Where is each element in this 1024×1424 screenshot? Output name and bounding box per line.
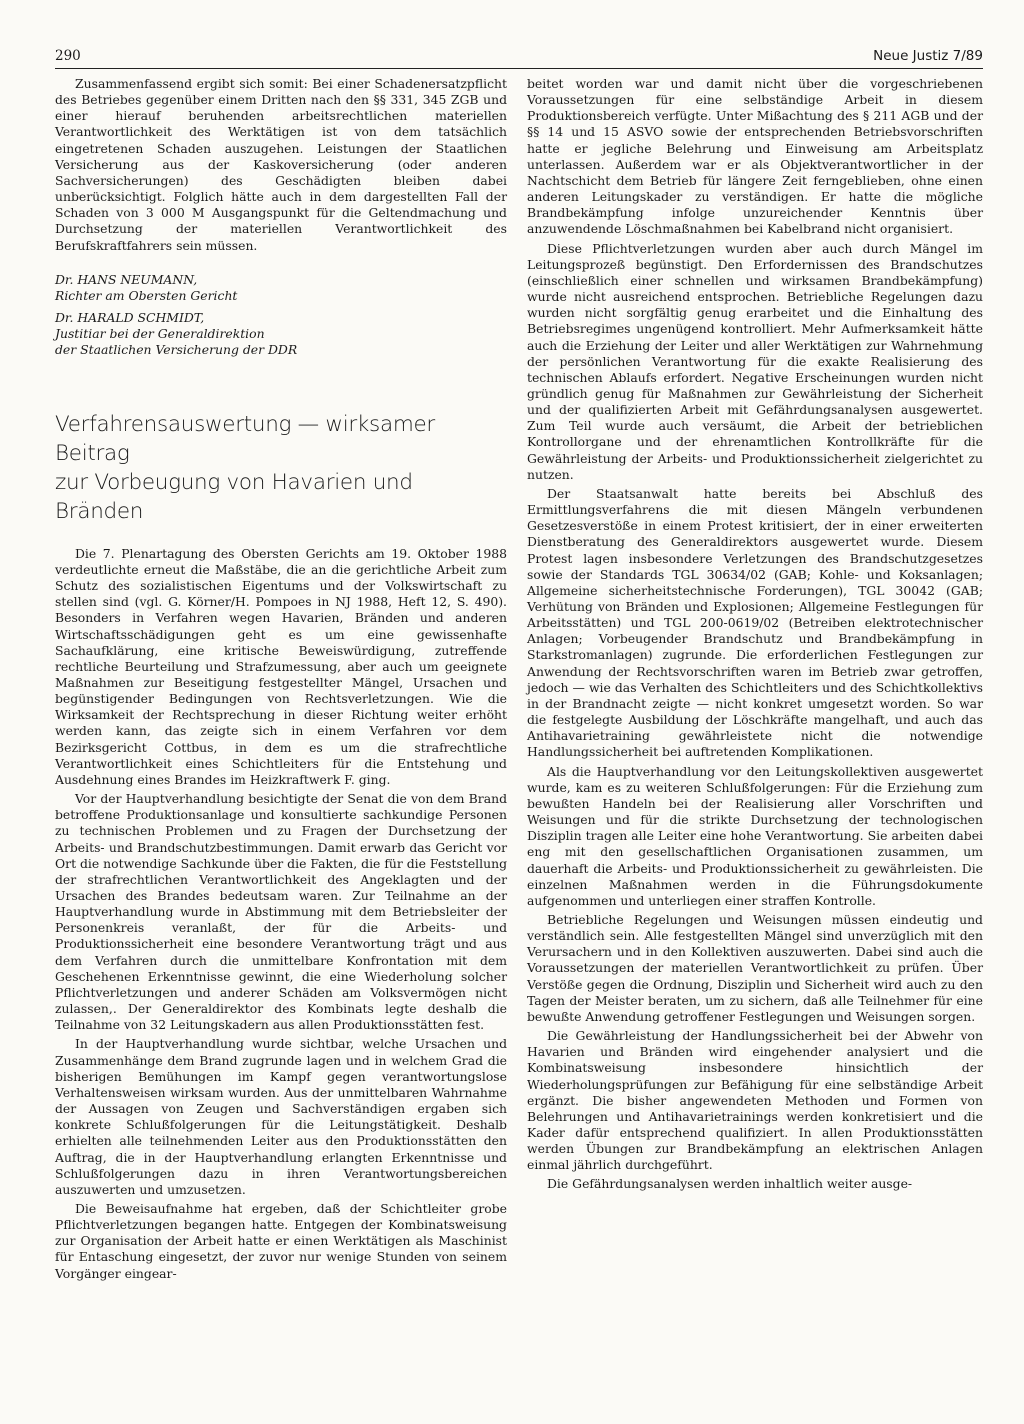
article-paragraph: Diese Pflichtverletzungen wurden aber auch durch Mängel im Leitungsprozeß begünstigt. Den Erfordernissen des Brandschutzes (einschließlich einer schnellen und wirksamen Brandbekämpfung) wurde nicht ausreichend entsprochen. Betriebliche Regelungen dazu wurden nicht sorgfältig genug erarbeitet und die Einhaltung des Betriebsregimes ungenügend kontrolliert. Mehr Aufmerksamkeit hätte auch die Erziehung der Leiter und aller Werktätigen zur Wahrnehmung der persönlichen Verantwortung für die exakte Realisierung des technischen Ablaufs erfordert. Negative Erscheinungen wurden nicht gründlich genug für Maßnahmen zur Gewährleistung der Sicherheit und der qualifizierten Arbeit mit Gefährdungsanalysen ausgewertet. Zum Teil wurde auch versäumt, die Arbeit der betrieblichen Kontrollorgane und der ehrenamtlichen Kontrollkräfte für die Gewährleistung der Arbeits- und Produktionssicherheit zielgerichtet zu nutzen. xyxy=(527,240,983,482)
article-paragraph: In der Hauptverhandlung wurde sichtbar, welche Ursachen und Zusammenhänge dem Brand zugrunde lagen und in welchem Grad die bisherigen Bemühungen im Kampf gegen verantwortungslose Verhaltensweisen wirksam wurden. Aus der unmittelbaren Wahrnahme der Aussagen von Zeugen und Sachverständigen ergaben sich konkrete Schlußfolgerungen für die Leitungstätigkeit. Deshalb erhielten alle teilnehmenden Leiter aus den Produktionsstätten den Auftrag, die in der Hauptverhandlung erlangten Erkenntnisse und Schlußfolgerungen dazu in ihren Verantwortungsbereichen auszuwerten und umzusetzen. xyxy=(55,1036,507,1197)
journal-issue: Neue Justiz 7/89 xyxy=(873,48,983,64)
journal-page xyxy=(55,48,983,1408)
article-title-line1: Verfahrensauswertung — wirksamer Beitrag xyxy=(55,411,435,466)
page-header xyxy=(55,48,983,69)
author-2-role-line1: Justitiar bei der Generaldirektion xyxy=(55,325,265,341)
article-title xyxy=(55,410,507,526)
left-column xyxy=(55,76,507,1282)
article-paragraph: Die Gefährdungsanalysen werden inhaltlich weiter ausge- xyxy=(547,1176,913,1192)
article-paragraph: Als die Hauptverhandlung vor den Leitungskollektiven ausgewertet wurde, kam es zu weiteren Schlußfolgerungen: Für die Erziehung zum bewußten Handeln bei der Realisierung aller Vorschriften und Weisungen und für die strikte Durchsetzung der technologischen Disziplin tragen alle Leiter eine hohe Verantwortung. Sie arbeiten dabei eng mit den gesellschaftlichen Organisationen zusammen, um dauerhaft die Arbeits- und Produktionssicherheit zu gewährleisten. Die einzelnen Maßnahmen werden in die Führungsdokumente aufgenommen und unterliegen einer straffen Kontrolle. xyxy=(527,763,983,908)
intro-paragraph: Zusammenfassend ergibt sich somit: Bei einer Schadenersatzpflicht des Betriebes gegenüber einem Dritten nach den §§ 331, 345 ZGB und einer hierauf beruhenden arbeitsrechtlichen materiellen Verantwortlichkeit des Werktätigen ist von dem tatsächlich eingetretenen Schaden auszugehen. Leistungen der Staatlichen Versicherung aus der Kaskoversicherung (oder anderen Sachversicherungen) des Geschädigten bleiben dabei unberücksichtigt. Folglich hätte auch in dem dargestellten Fall der Schaden von 3 000 M Ausgangspunkt für die Geltendmachung und Durchsetzung der materiellen Verantwortlichkeit des Berufskraftfahrers sein müssen. xyxy=(55,76,507,253)
article-title-line2: zur Vorbeugung von Havarien und Bränden xyxy=(55,469,413,524)
author-signatures xyxy=(55,272,507,358)
article-paragraph: Vor der Hauptverhandlung besichtigte der Senat die von dem Brand betroffene Produktionsanlage und konsultierte sachkundige Personen zu technischen Problemen und zu Fragen der Durchsetzung der Arbeits- und Brandschutzbestimmungen. Damit erwarb das Gericht vor Ort die notwendige Sachkunde über die Fakten, die für die Feststellung der strafrechtlichen Verantwortlichkeit des Angeklagten und der Ursachen des Brandes bedeutsam waren. Zur Teilnahme an der Hauptverhandlung wurde in Abstimmung mit dem Betriebsleiter der Personenkreis veranlaßt, der für die Arbeits- und Produktionssicherheit eine besondere Verantwortung trägt und aus dem Verfahren durch die unmittelbare Konfrontation mit dem Geschehenen Erkenntnisse gewinnt, die eine Wiederholung solcher Pflichtverletzungen und anderer Schäden am Volksvermögen nicht zulassen,. Der Generaldirektor des Kombinats legte deshalb die Teilnahme von 32 Leitungskadern aus allen Produktionsstätten fest. xyxy=(55,791,507,1033)
author-2-role-line2: der Staatlichen Versicherung der DDR xyxy=(55,341,298,357)
right-column xyxy=(527,76,983,1193)
article-paragraph: Die 7. Plenartagung des Obersten Gerichts am 19. Oktober 1988 verdeutlichte erneut die Maßstäbe, die an die gerichtliche Arbeit zum Schutz des sozialistischen Eigentums und der Volkswirtschaft zu stellen sind (vgl. G. Körner/H. Pompoes in NJ 1988, Heft 12, S. 490). Besonders in Verfahren wegen Havarien, Bränden und anderen Wirtschaftsschädigungen geht es um eine gewissenhafte Sachaufklärung, eine kritische Beweiswürdigung, zutreffende rechtliche Beurteilung und Strafzumessung, aber auch um geeignete Maßnahmen zur Beseitigung festgestellter Mängel, Ursachen und begünstigender Bedingungen von Rechtsverletzungen. Wie die Wirksamkeit der Rechtsprechung in dieser Richtung weiter erhöht werden kann, das zeigte sich in einem Verfahren vor dem Bezirksgericht Cottbus, in dem es um die strafrechtliche Verantwortlichkeit eines Schichtleiters für die Entstehung und Ausdehnung eines Brandes im Heizkraftwerk F. ging. xyxy=(55,545,507,787)
article-paragraph: Die Beweisaufnahme hat ergeben, daß der Schichtleiter grobe Pflichtverletzungen begangen hatte. Entgegen der Kombinatsweisung zur Organisation der Arbeit hatte er einen Werktätigen als Maschinist für Entaschung eingesetzt, der zuvor nur wenige Stunden von seinem Vorgänger eingear- xyxy=(55,1200,507,1281)
article-paragraph: beitet worden war und damit nicht über die vorgeschriebenen Voraussetzungen für eine selbständige Arbeit in diesem Produktionsbereich verfügte. Unter Mißachtung des § 211 AGB und der §§ 14 und 15 ASVO sowie der entsprechenden Betriebsvorschriften hatte er jegliche Belehrung und Einweisung am Arbeitsplatz unterlassen. Außerdem war er als Objektverantwortlicher in der Nachtschicht dem Betrieb für längere Zeit ferngeblieben, ohne einen anderen Leitungskader zu verständigen. Er hatte die mögliche Brandbekämpfung infolge unzureichender Kenntnis über anzuwendende Löschmaßnahmen bei Kabelbrand nicht organisiert. xyxy=(527,76,983,237)
article-paragraph: Der Staatsanwalt hatte bereits bei Abschluß des Ermittlungsverfahrens die mit diesen Mängeln verbundenen Gesetzesverstöße in einem Protest kritisiert, der in einer erweiterten Dienstberatung des Generaldirektors ausgewertet wurde. Diesem Protest lagen insbesondere Verletzungen des Brandschutzgesetzes sowie der Standards TGL 30634/02 (GAB; Kohle- und Koksanlagen; Allgemeine sicherheitstechnische Forderungen), TGL 30042 (GAB; Verhütung von Bränden und Explosionen; Allgemeine Festlegungen für Arbeitsstätten) und TGL 200-0619/02 (Betreiben elektrotechnischer Anlagen; Vorbeugender Brandschutz und Brandbekämpfung in Starkstromanlagen) zugrunde. Die erforderlichen Festlegungen zur Anwendung der Rechtsvorschriften waren im Betrieb zwar getroffen, jedoch — wie das Verhalten des Schichtleiters und des Schichtkollektivs in der Brandnacht zeigte — nicht konkret umgesetzt worden. So war die festgelegte Ausbildung der Löschkräfte mangelhaft, und auch das Antihavarietraining gewährleistete nicht die notwendige Handlungssicherheit bei auftretenden Komplikationen. xyxy=(527,485,983,760)
author-1-name: Dr. HANS NEUMANN, xyxy=(55,271,198,287)
author-1-role: Richter am Obersten Gericht xyxy=(55,287,238,303)
page-number: 290 xyxy=(55,48,81,64)
author-2-name: Dr. HARALD SCHMIDT, xyxy=(55,309,205,325)
article-paragraph: Die Gewährleistung der Handlungssicherheit bei der Abwehr von Havarien und Bränden wird eingehender analysiert und die Kombinatsweisung insbesondere hinsichtlich der Wiederholungsprüfungen zur Befähigung für eine selbständige Arbeit ergänzt. Die bisher angewendeten Methoden und Formen von Belehrungen und Antihavarietrainings werden konkretisiert und die Kader dafür entsprechend qualifiziert. In allen Produktionsstätten werden Übungen zur Brandbekämpfung an elektrischen Anlagen einmal jährlich durchgeführt. xyxy=(527,1028,983,1173)
article-paragraph: Betriebliche Regelungen und Weisungen müssen eindeutig und verständlich sein. Alle festgestellten Mängel sind unverzüglich mit den Verursachern und in den Kollektiven auszuwerten. Dabei sind auch die Voraussetzungen der materiellen Verantwortlichkeit zu prüfen. Über Verstöße gegen die Ordnung, Disziplin und Sicherheit wird auch zu den Tagen der Meister beraten, um zu sichern, daß alle Teilnehmer für eine bewußte Anwendung getroffener Festlegungen und Weisungen sorgen. xyxy=(527,911,983,1024)
